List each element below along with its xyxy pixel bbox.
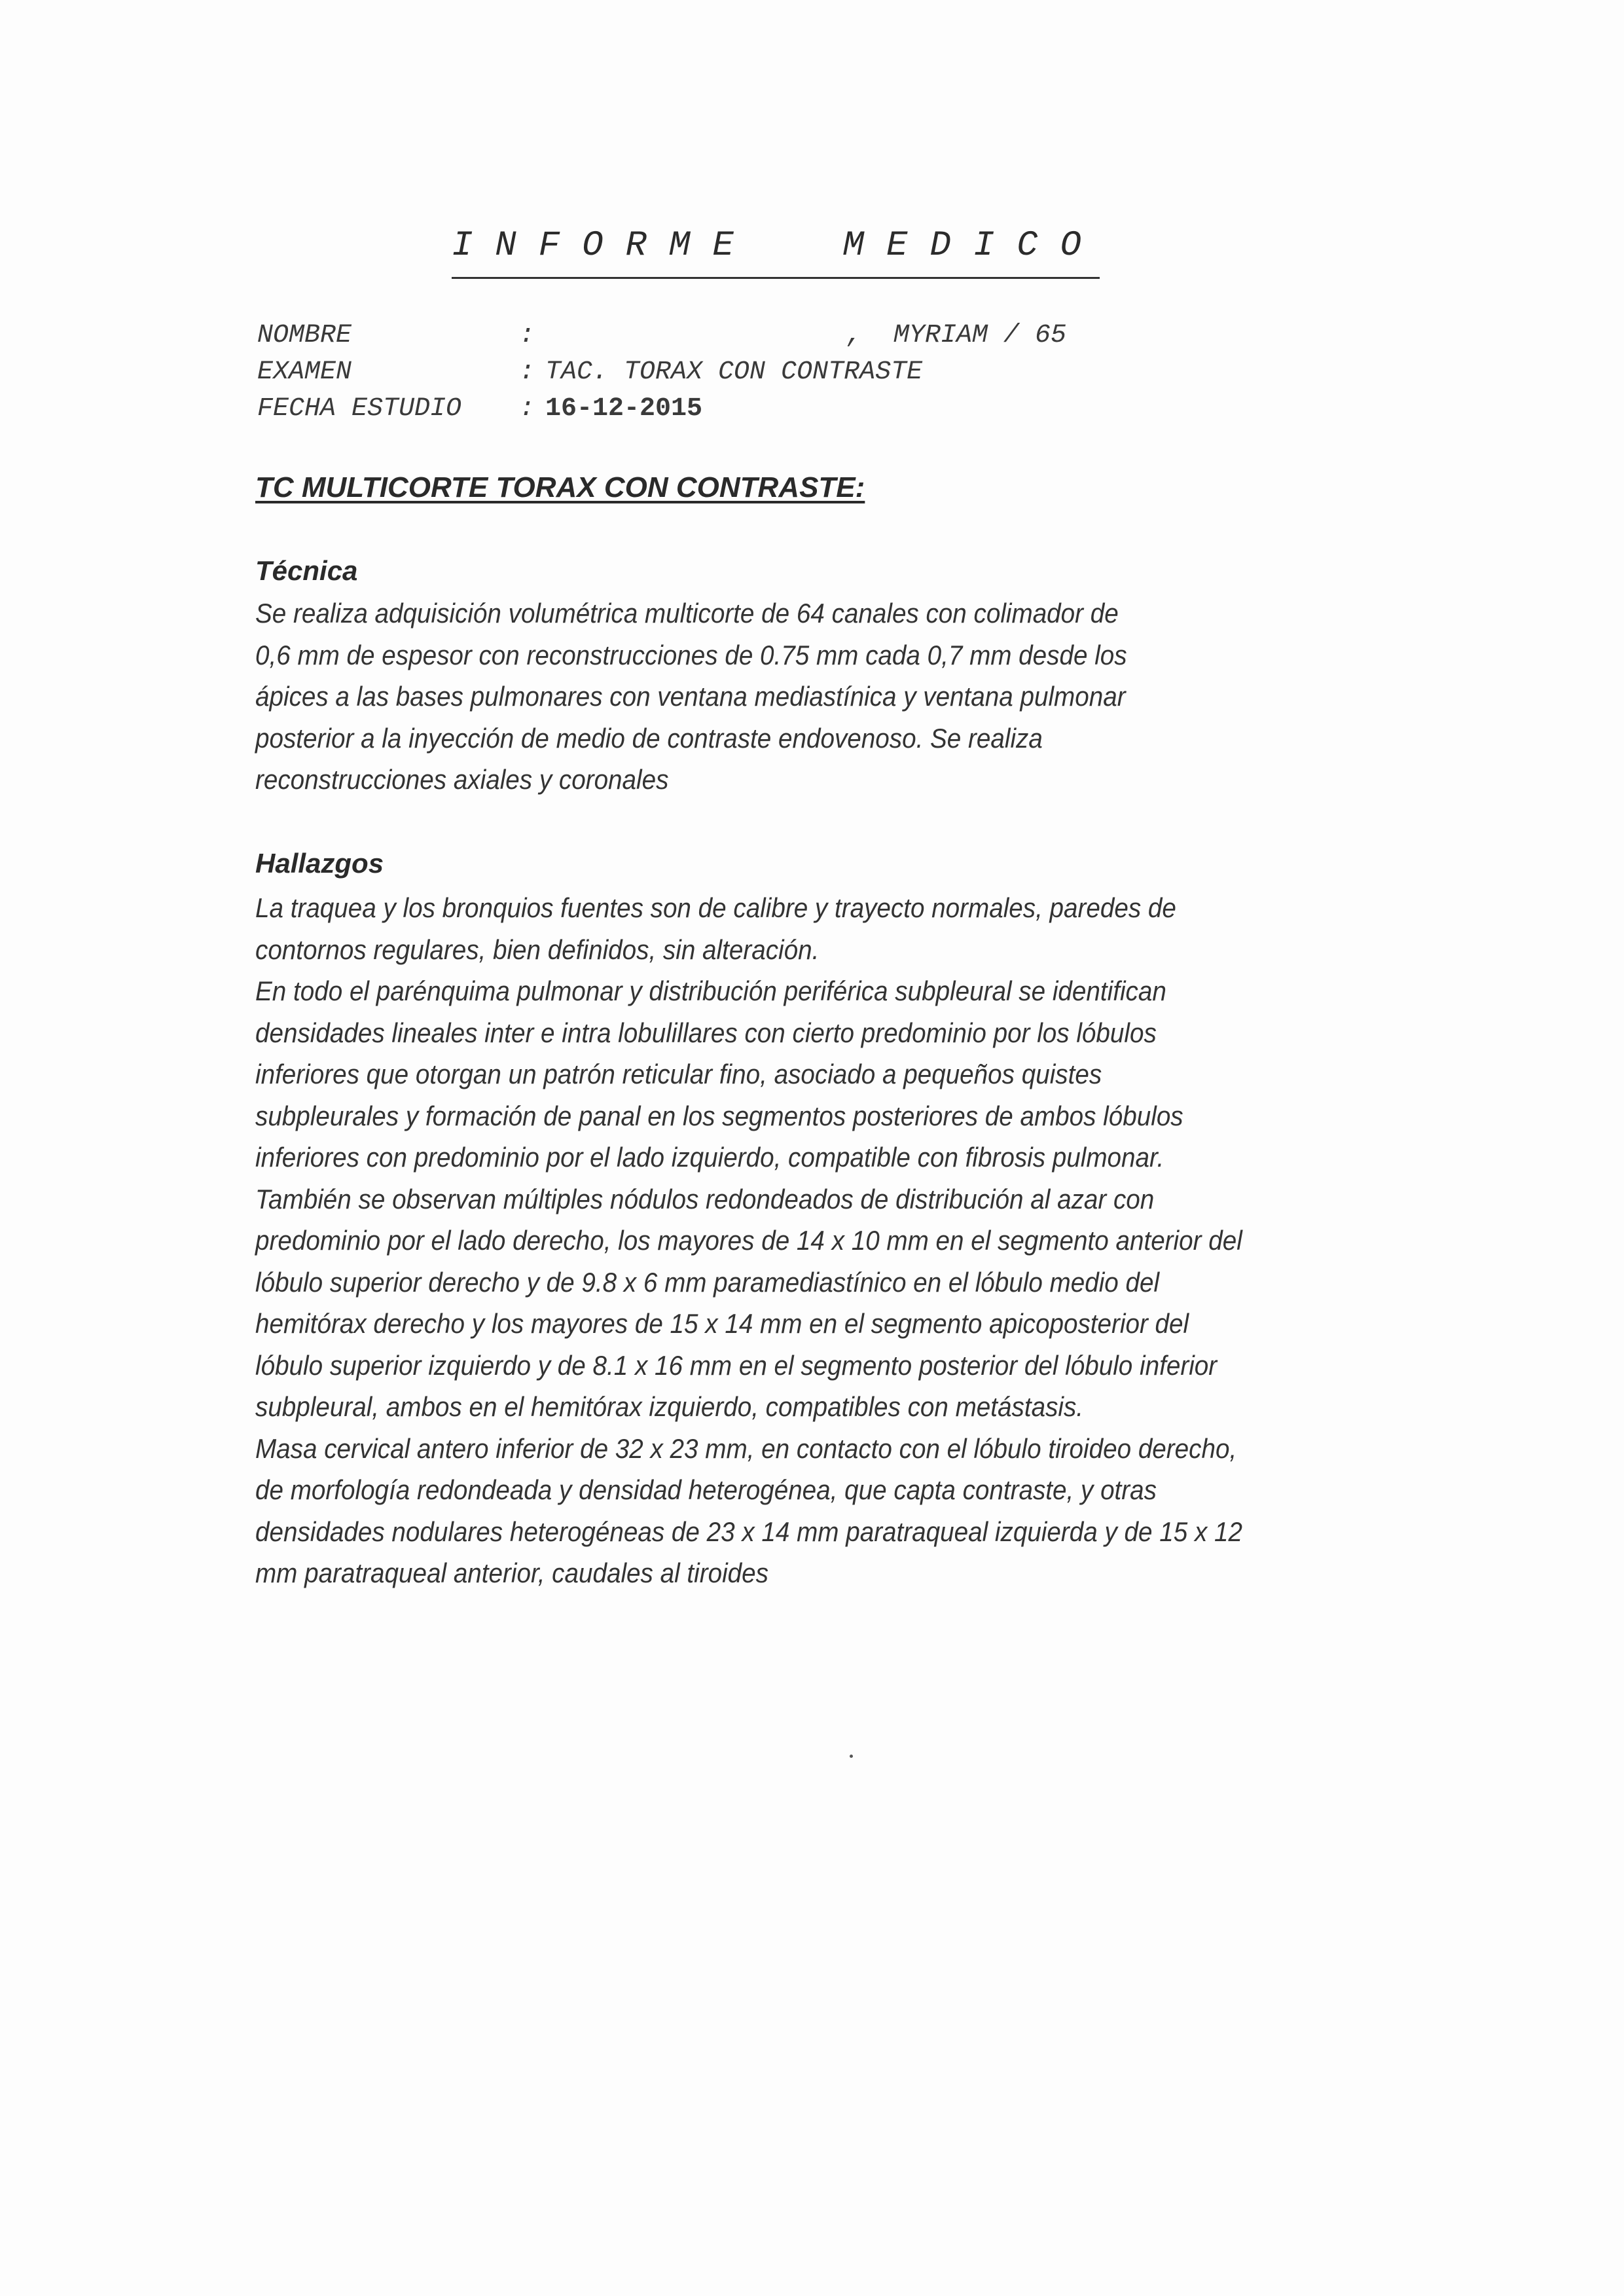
examen-value: TAC. TORAX CON CONTRASTE — [545, 357, 923, 387]
fecha-label: FECHA ESTUDIO — [257, 394, 462, 424]
examen-label: EXAMEN — [257, 357, 352, 387]
nombre-value: , MYRIAM / 65 — [846, 321, 1067, 350]
hallazgos-section — [255, 887, 1243, 1594]
patient-name-row — [257, 321, 1066, 350]
hallazgos-paragraph-4: Masa cervical antero inferior de 32 x 23 mm, en contacto con el lóbulo tiroideo derecho, de morfología redondeada y densidad heterogénea, que capta contraste, y otras densidades nodulares heterogéneas de 23 x 14 mm paratraqueal izquierda y de 15 x 12 mm paratraqueal anterior, caudales al tiroides — [255, 1432, 1242, 1588]
report-main-heading: TC MULTICORTE TORAX CON CONTRASTE: — [255, 471, 865, 503]
fecha-colon: : — [519, 394, 535, 424]
hallazgos-paragraph-3: También se observan múltiples nódulos redondeados de distribución al azar con predominio por el lado derecho, los mayores de 14 x 10 mm en el segmento anterior del lóbulo superior derecho y de 9.8 x 6 mm paramediastínico en el lóbulo medio del hemitórax derecho y los mayores de 15 x 14 mm en el segmento apicoposterior del lóbulo superior izquierdo y de 8.1 x 16 mm en el segmento posterior del lóbulo inferior subpleural, ambos en el hemitórax izquierdo, compatibles con metástasis. — [255, 1183, 1242, 1422]
exam-row — [257, 357, 922, 387]
hallazgos-paragraph-2: En todo el parénquima pulmonar y distribución periférica subpleural se identifican densidades lineales inter e intra lobulillares con cierto predominio por los lóbulos inferiores que otorgan un patrón reticular fino, asociado a pequeños quistes subpleurales y formación de panal en los segmentos posteriores de ambos lóbulos inferiores con predominio por el lado izquierdo, compatible con fibrosis pulmonar. — [255, 975, 1183, 1173]
examen-colon: : — [519, 357, 535, 387]
scan-speck — [850, 1755, 853, 1758]
nombre-label: NOMBRE — [257, 321, 352, 350]
tecnica-text: Se realiza adquisición volumétrica multicorte de 64 canales con colimador de 0,6 mm de espesor con reconstrucciones de 0.75 mm cada 0,7 mm desde los ápices a las bases pulmonares con ventana mediastínica y ventana pulmonar posterior a la inyección de medio de contraste endovenoso. Se realiza reconstrucciones axiales y coronales — [255, 598, 1127, 795]
nombre-colon: : — [519, 321, 535, 350]
hallazgos-paragraph-1: La traquea y los bronquios fuentes son de calibre y trayecto normales, paredes de contornos regulares, bien definidos, sin alteración. — [255, 892, 1176, 965]
document-title: INFORME MEDICO — [452, 226, 1104, 266]
study-date-row — [257, 394, 702, 424]
tecnica-paragraph — [255, 592, 1159, 801]
fecha-value: 16-12-2015 — [545, 394, 703, 424]
hallazgos-heading: Hallazgos — [255, 848, 384, 879]
tecnica-heading: Técnica — [255, 555, 358, 586]
title-underline — [452, 277, 1100, 279]
